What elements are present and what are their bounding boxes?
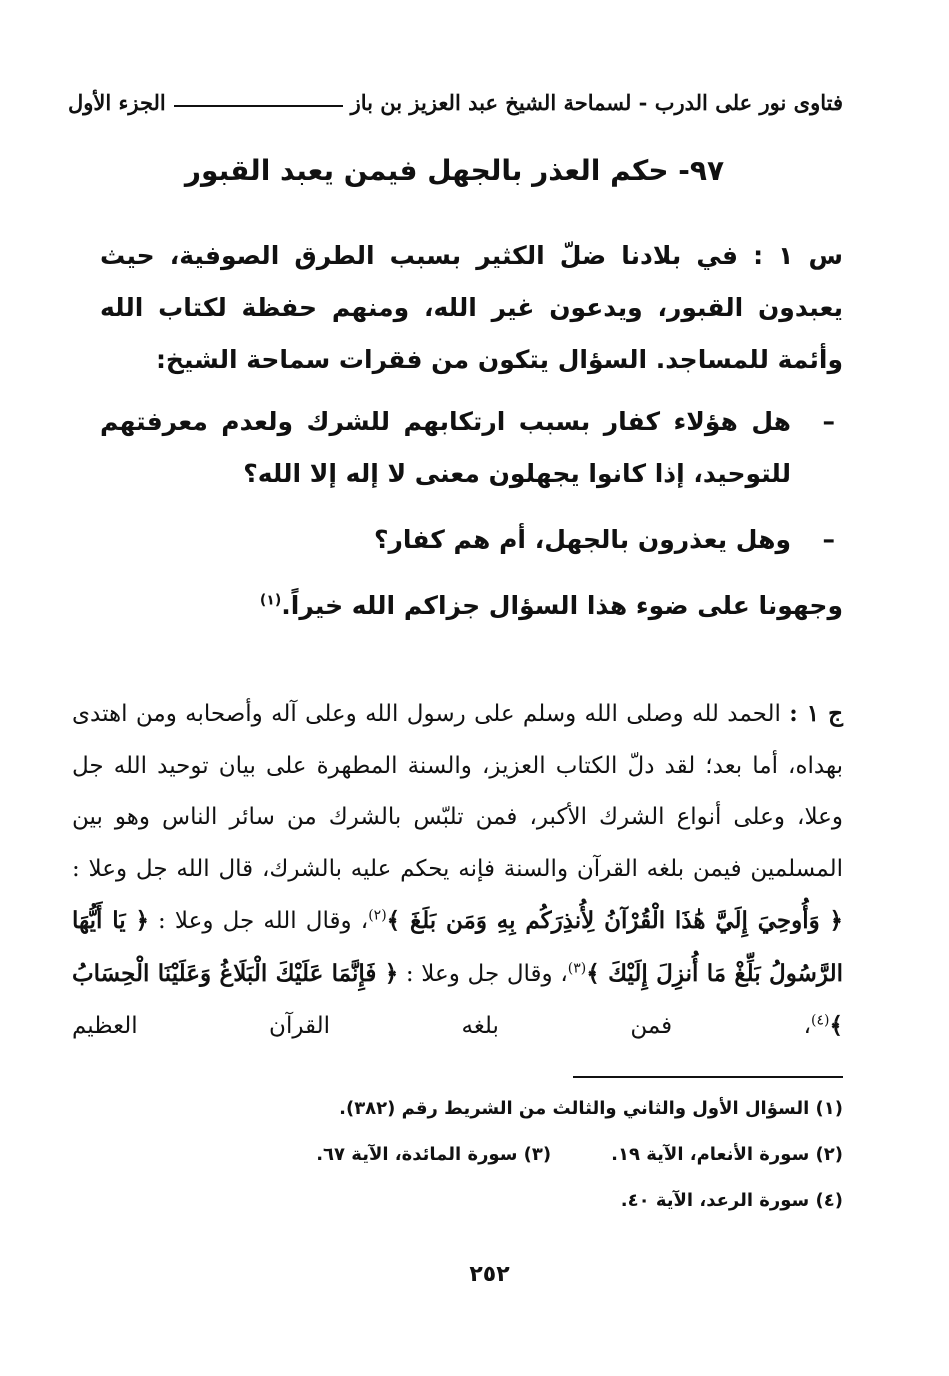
footnotes (72, 1076, 843, 1224)
footnote-3: (٣) سورة المائدة، الآية ٦٧. (316, 1144, 552, 1165)
question-intro: س ١ : في بلادنا ضلّ الكثير بسبب الطرق الصوفية، حيث يعبدون القبور، ويدعون غير الله، ومنهم حفظة لكتاب الله وأئمة للمساجد. السؤال يتكون من فقرات سماحة الشيخ: (100, 241, 843, 374)
bullet-dash: – (822, 525, 835, 554)
bullet-text: وهل يعذرون بالجهل، أم هم كفار؟ (373, 525, 791, 554)
answer-text: ، وقال جل وعلا : (405, 960, 568, 987)
footnote-1: (١) السؤال الأول والثاني والثالث من الشريط رقم (٣٨٢). (339, 1098, 843, 1119)
header-rule (174, 105, 343, 107)
footnote-ref: (١) (259, 592, 282, 609)
question-bullets (100, 396, 843, 566)
question-block (100, 230, 843, 632)
answer-text: ، فمن بلغه القرآن العظيم (72, 1013, 812, 1039)
quran-verse: ﴿ فَإِنَّمَا عَلَيْكَ الْبَلَاغُ وَعَلَيْنَا الْحِسَابُ ﴾ (72, 959, 843, 1039)
bullet-dash: – (822, 407, 835, 436)
question-closing (100, 580, 843, 632)
footnote-ref: (٣) (567, 959, 587, 976)
book-title: فتاوى نور على الدرب - لسماحة الشيخ عبد العزيز بن باز (350, 89, 843, 115)
footnote-rule (573, 1076, 843, 1078)
question-bullet (100, 396, 843, 500)
footnote-line (72, 1132, 843, 1178)
bullet-text: هل هؤلاء كفار بسبب ارتكابهم للشرك ولعدم معرفتهم للتوحيد، إذا كانوا يجهلون معنى لا إله إلا الله؟ (100, 407, 791, 488)
answer-lead: ج ١ : (789, 700, 844, 727)
footnote-2: (٢) سورة الأنعام، الآية ١٩. (611, 1144, 843, 1165)
answer-block (72, 688, 843, 1053)
footnote-4: (٤) سورة الرعد، الآية ٤٠. (620, 1190, 843, 1211)
footnote-line (72, 1086, 843, 1132)
footnote-ref: (٤) (811, 1012, 830, 1029)
page-number: ٢٥٢ (469, 1262, 510, 1287)
section-title: ٩٧- حكم العذر بالجهل فيمن يعبد القبور (184, 154, 725, 187)
quran-verse: ﴿ يَا أَيُّهَا الرَّسُولُ بَلِّغْ مَا أُنزِلَ إِلَيْكَ ﴾ (72, 907, 843, 987)
quran-verse: ﴿ وَأُوحِيَ إِلَيَّ هَٰذَا الْقُرْآنُ لِأُنذِرَكُم بِهِ وَمَن بَلَغَ ﴾ (386, 907, 843, 934)
question-bullet (100, 514, 843, 566)
answer-text: الحمد لله وصلى الله وسلم على رسول الله وعلى آله وأصحابه ومن اهتدى بهداه، أما بعد؛ لقد دلّ الكتاب العزيز، والسنة المطهرة على بيان توحيد الله جل وعلا، وعلى أنواع الشرك الأكبر، فمن تلبّس بالشرك من سائر الناس وهو بين المسلمين فيمن بلغه القرآن والسنة فإنه يحكم عليه بالشرك، قال الله جل وعلا : (72, 701, 843, 882)
running-header (68, 82, 843, 122)
volume-label: الجزء الأول (68, 89, 166, 115)
closing-text: وجهونا على ضوء هذا السؤال جزاكم الله خيراً. (281, 591, 843, 620)
footnote-ref: (٢) (368, 907, 387, 924)
answer-text: ، وقال الله جل وعلا : (158, 908, 369, 934)
footnote-line (72, 1178, 843, 1224)
